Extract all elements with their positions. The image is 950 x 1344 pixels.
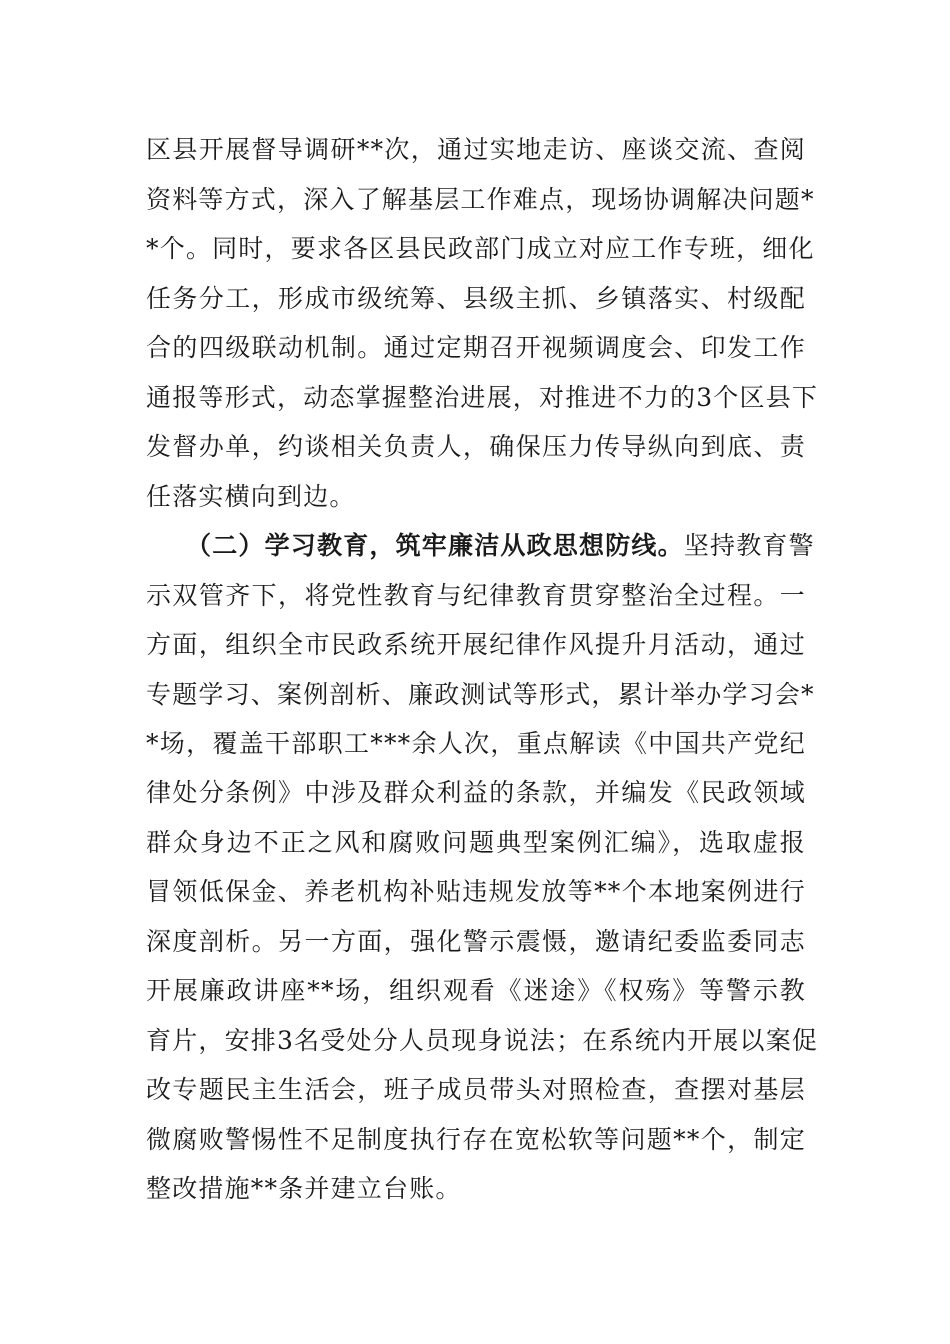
paragraph-line: 资料等方式，深入了解基层工作难点，现场协调解决问题* bbox=[146, 185, 815, 214]
paragraph-line-last: 整改措施**条并建立台账。 bbox=[146, 1174, 462, 1203]
paragraph-line: 专题学习、案例剖析、廉政测试等形式，累计举办学习会* bbox=[146, 680, 815, 709]
paragraph-line: 任务分工，形成市级统筹、县级主抓、乡镇落实、村级配 bbox=[146, 284, 806, 313]
paragraph-line: 合的四级联动机制。通过定期召开视频调度会、印发工作 bbox=[146, 333, 806, 362]
paragraph-line: 育片，安排3名受处分人员现身说法；在系统内开展以案促 bbox=[146, 1026, 819, 1055]
paragraph-line: 方面，组织全市民政系统开展纪律作风提升月活动，通过 bbox=[146, 630, 806, 659]
paragraph-line-last: 任落实横向到边。 bbox=[146, 482, 356, 511]
paragraph-line: 通报等形式，动态掌握整治进展，对推进不力的3个区县下 bbox=[146, 383, 819, 412]
paragraph-line: 示双管齐下，将党性教育与纪律教育贯穿整治全过程。一 bbox=[146, 581, 806, 610]
paragraph-line: *场，覆盖干部职工***余人次，重点解读《中国共产党纪 bbox=[146, 729, 806, 758]
section-heading-line bbox=[186, 526, 815, 566]
section-heading: （二）学习教育，筑牢廉洁从政思想防线。 bbox=[186, 531, 684, 560]
paragraph-line: 群众身边不正之风和腐败问题典型案例汇编》，选取虚报 bbox=[146, 828, 806, 857]
paragraph-line: *个。同时，要求各区县民政部门成立对应工作专班，细化 bbox=[146, 234, 815, 263]
paragraph-line: 微腐败警惕性不足制度执行存在宽松软等问题**个，制定 bbox=[146, 1125, 806, 1154]
paragraph-line: 律处分条例》中涉及群众利益的条款，并编发《民政领域 bbox=[146, 778, 806, 807]
paragraph-line: 深度剖析。另一方面，强化警示震慑，邀请纪委监委同志 bbox=[146, 927, 806, 956]
heading-line-rest: 坚持教育警 bbox=[683, 531, 815, 560]
paragraph-line: 发督办单，约谈相关负责人，确保压力传导纵向到底、责 bbox=[146, 432, 806, 461]
paragraph-line: 开展廉政讲座**场，组织观看《迷途》《权殇》等警示教 bbox=[146, 976, 806, 1005]
paragraph-line: 改专题民主生活会，班子成员带头对照检查，查摆对基层 bbox=[146, 1075, 806, 1104]
paragraph-line: 冒领低保金、养老机构补贴违规发放等**个本地案例进行 bbox=[146, 877, 806, 906]
paragraph-line: 区县开展督导调研**次，通过实地走访、座谈交流、查阅 bbox=[146, 135, 806, 164]
